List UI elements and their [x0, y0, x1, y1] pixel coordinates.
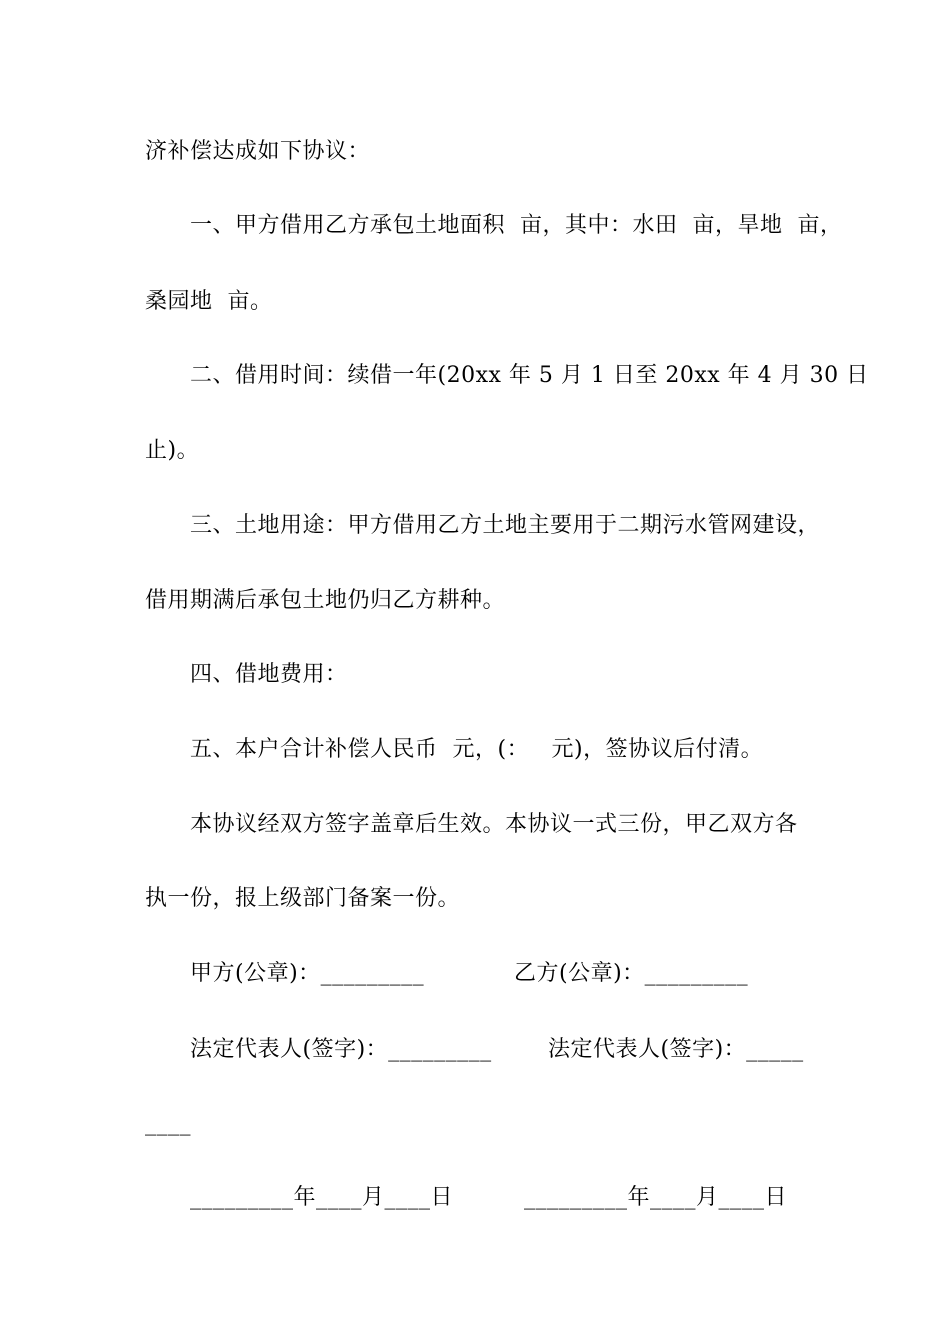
- effect-clause: 本协议经双方签字盖章后生效。本协议一式三份，甲乙双方各: [190, 812, 798, 837]
- clause-2: 二、借用时间：续借一年(20xx 年 5 月 1 日至 20xx 年 4 月 30 日: [190, 363, 869, 388]
- text-line: 执一份，报上级部门备案一份。: [145, 886, 461, 911]
- party-b-representative: 法定代表人(签字)：_____: [548, 1037, 804, 1062]
- clause-1: 一、甲方借用乙方承包土地面积 亩，其中：水田 亩，旱地 亩，: [190, 213, 843, 238]
- text-line: 借用期满后承包土地仍归乙方耕种。: [145, 588, 506, 613]
- party-b-seal: 乙方(公章)：_________: [514, 961, 749, 986]
- text-line: 止)。: [145, 438, 200, 463]
- party-a-representative: 法定代表人(签字)：_________: [190, 1037, 492, 1062]
- party-b-date: _________年____月____日: [524, 1185, 788, 1210]
- clause-3: 三、土地用途：甲方借用乙方土地主要用于二期污水管网建设，: [190, 513, 821, 538]
- text-line: 桑园地 亩。: [145, 289, 273, 314]
- clause-5: 五、本户合计补偿人民币 元，(： 元)，签协议后付清。: [190, 737, 764, 762]
- party-a-seal: 甲方(公章)：_________: [190, 961, 425, 986]
- clause-4: 四、借地费用：: [190, 662, 348, 687]
- party-a-date: _________年____月____日: [190, 1185, 454, 1210]
- party-b-representative-continued: ____: [145, 1111, 191, 1136]
- text-line: 济补偿达成如下协议：: [145, 139, 371, 164]
